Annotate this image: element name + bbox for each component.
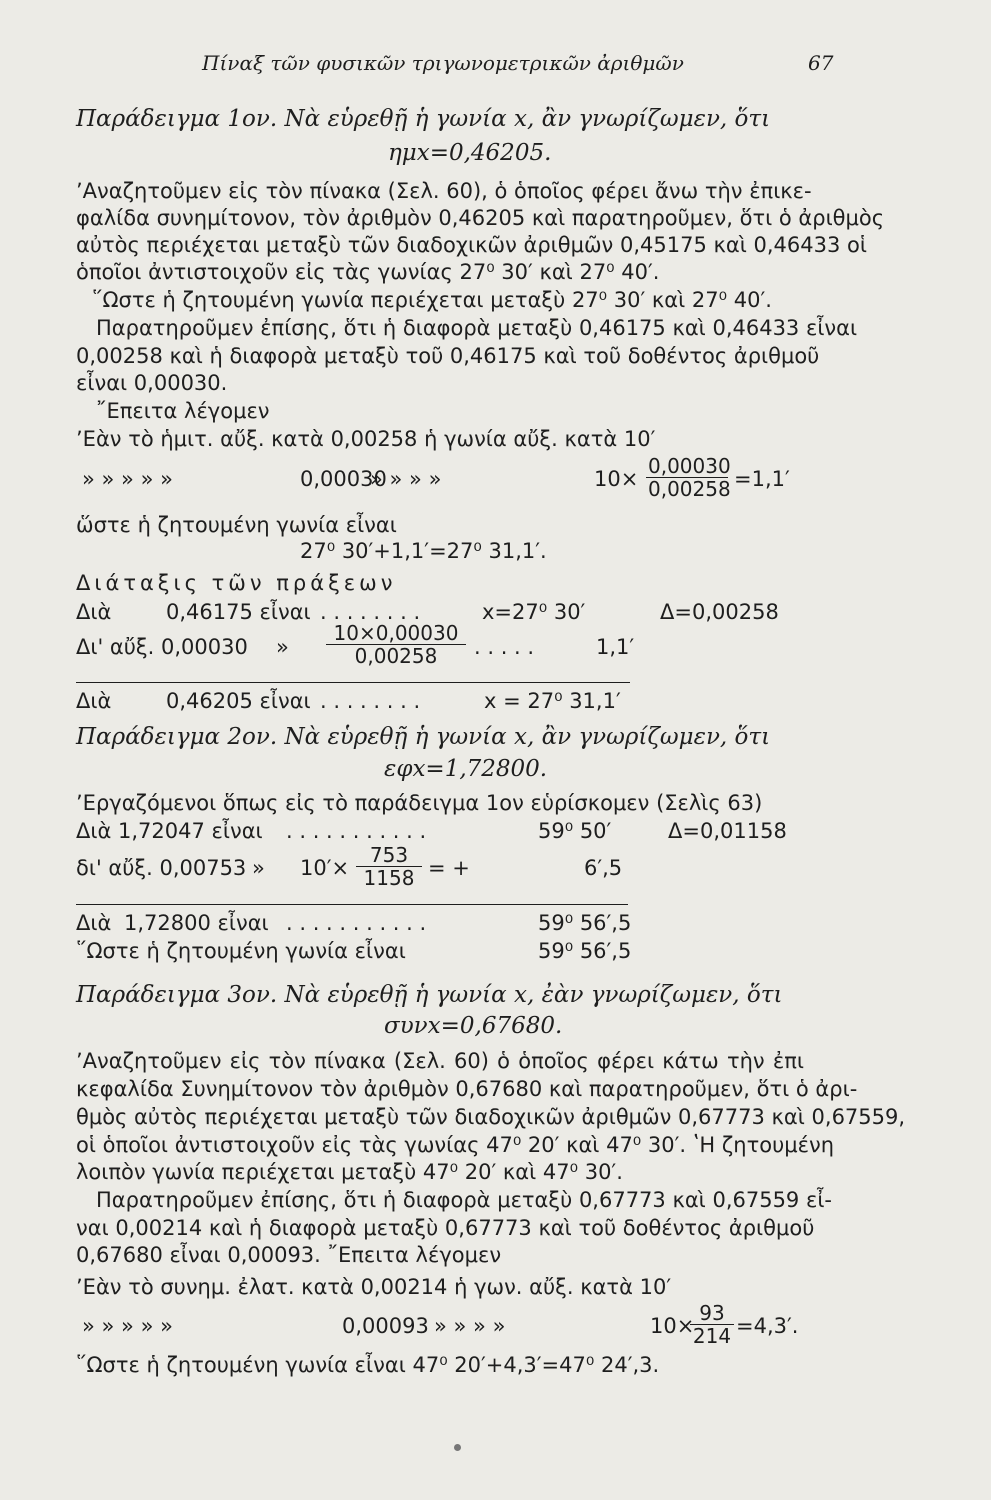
fraction-result: =4,3′. bbox=[736, 1314, 799, 1338]
table-cell: x=27⁰ 30′ bbox=[482, 600, 586, 624]
leader-dots: . . . . . . . . bbox=[320, 689, 421, 713]
ex3-paragraph-line: 0,67680 εἶναι 0,00093. ῎Επειτα λέγομεν bbox=[76, 1243, 502, 1267]
ex1-result-equation: 27⁰ 30′+1,1′=27⁰ 31,1′. bbox=[300, 539, 547, 563]
table-cell: Δ=0,00258 bbox=[660, 600, 779, 624]
ex3-paragraph-line: ναι 0,00214 καὶ ἡ διαφορὰ μεταξὺ 0,67773 καὶ τοῦ δοθέντος ἀριθμοῦ bbox=[76, 1216, 815, 1240]
sum-rule bbox=[76, 682, 630, 683]
table-cell: 1,72800 εἶναι bbox=[124, 911, 269, 935]
leader-dots: . . . . . . . . . . . bbox=[286, 911, 427, 935]
ex3-proportion-line: ʼΕὰν τὸ συνημ. ἐλατ. κατὰ 0,00214 ἡ γων. αὔξ. κατὰ 10′ bbox=[76, 1275, 672, 1299]
table-cell: 0,46205 εἶναι bbox=[166, 689, 311, 713]
ex3-conclusion-line: ῞Ωστε ἡ ζητουμένη γωνία εἶναι 47⁰ 20′+4,3′=47⁰ 24′,3. bbox=[76, 1353, 660, 1377]
page-mark bbox=[454, 1444, 461, 1451]
leader-dots: . . . . . bbox=[474, 635, 535, 659]
ex3-paragraph-line: οἱ ὁποῖοι ἀντιστοιχοῦν εἰς τὰς γωνίας 47⁰ 20′ καὶ 47⁰ 30′. ʽΗ ζητουμένη bbox=[76, 1133, 835, 1157]
ex3-paragraph-line: ʼΑναζητοῦμεν εἰς τὸν πίνακα (Σελ. 60) ὁ ὁποῖος φέρει κάτω τὴν ἐπι bbox=[76, 1049, 804, 1073]
ditto-marks: » » » » » bbox=[82, 467, 173, 491]
ex1-paragraph-line: αὐτὸς περιέχεται μεταξὺ τῶν διαδοχικῶν ἀριθμῶν 0,45175 καὶ 0,46433 οἱ bbox=[76, 233, 867, 257]
fraction-denominator: 214 bbox=[692, 1324, 732, 1348]
ex3-paragraph-line: λοιπὸν γωνία περιέχεται μεταξὺ 47⁰ 20′ καὶ 47⁰ 30′. bbox=[76, 1160, 623, 1184]
fraction-denominator: 1158 bbox=[363, 866, 415, 890]
fraction bbox=[646, 454, 731, 501]
table-cell: 59⁰ 56′,5 bbox=[538, 911, 632, 935]
ex3-paragraph-line: κεφαλίδα Συνημίτονον τὸν ἀριθμὸν 0,67680 καὶ παρατηροῦμεν, ὅτι ὁ ἀρι- bbox=[76, 1077, 858, 1101]
fraction-denominator: 0,00258 bbox=[648, 477, 731, 501]
table-cell: Διὰ bbox=[76, 600, 112, 624]
ditto-marks: » bbox=[276, 635, 289, 659]
ex1-paragraph-line: ʼΑναζητοῦμεν εἰς τὸν πίνακα (Σελ. 60), ὁ ὁποῖος φέρει ἄνω τὴν ἐπικε- bbox=[76, 179, 812, 203]
fraction bbox=[356, 844, 422, 889]
table-cell: 59⁰ 56′,5 bbox=[538, 939, 632, 963]
ex1-result-intro: ὥστε ἡ ζητουμένη γωνία εἶναι bbox=[76, 513, 397, 537]
ditto-marks: » » » » bbox=[370, 467, 442, 491]
ex1-paragraph-line: Παρατηροῦμεν ἐπίσης, ὅτι ἡ διαφορὰ μεταξὺ 0,46175 καὶ 0,46433 εἶναι bbox=[96, 316, 858, 340]
example-1-condition: ημx=0,46205. bbox=[388, 140, 552, 166]
table-cell: 1,1′ bbox=[596, 635, 635, 659]
fraction-numerator: 10×0,00030 bbox=[326, 622, 466, 645]
table-cell: Διὰ bbox=[76, 689, 112, 713]
example-2-condition: εφx=1,72800. bbox=[384, 756, 548, 782]
arrangement-title: Διάταξις τῶν πράξεων bbox=[76, 571, 397, 595]
multiplier: 10× bbox=[594, 467, 639, 491]
multiplier: 10′× bbox=[300, 856, 350, 880]
ditto-value: 0,00030 bbox=[300, 467, 387, 491]
ex3-paragraph-line: θμὸς αὐτὸς περιέχεται μεταξὺ τῶν διαδοχικῶν ἀριθμῶν 0,67773 καὶ 0,67559, bbox=[76, 1105, 906, 1129]
ex1-paragraph-line: φαλίδα συνημίτονον, τὸν ἀριθμὸν 0,46205 καὶ παρατηροῦμεν, ὅτι ὁ ἀριθμὸς bbox=[76, 206, 885, 230]
fraction-result: =1,1′ bbox=[734, 467, 790, 491]
ex1-proportion-line: ʼΕὰν τὸ ἡμιτ. αὔξ. κατὰ 0,00258 ἡ γωνία αὔξ. κατὰ 10′ bbox=[76, 427, 656, 451]
fraction-numerator: 753 bbox=[356, 844, 422, 867]
ex1-paragraph-line: ὁποῖοι ἀντιστοιχοῦν εἰς τὰς γωνίας 27⁰ 30′ καὶ 27⁰ 40′. bbox=[76, 260, 660, 284]
table-cell: 6′,5 bbox=[584, 856, 623, 880]
fraction bbox=[690, 1302, 734, 1347]
ditto-value: 0,00093 bbox=[342, 1314, 429, 1338]
table-cell: Δι' αὔξ. 0,00030 bbox=[76, 635, 248, 659]
table-cell: δι' αὔξ. 0,00753 bbox=[76, 856, 247, 880]
example-2-title: Παράδειγμα 2ον. Νὰ εὑρεθῇ ἡ γωνία x, ἂν γνωρίζωμεν, ὅτι bbox=[76, 724, 771, 750]
multiplier: 10× bbox=[650, 1314, 695, 1338]
leader-dots: . . . . . . . . . . . bbox=[286, 819, 427, 843]
fraction-denominator: 0,00258 bbox=[354, 644, 438, 668]
fraction-numerator: 0,00030 bbox=[648, 454, 731, 478]
ex1-paragraph-line: 0,00258 καὶ ἡ διαφορὰ μεταξὺ τοῦ 0,46175 καὶ τοῦ δοθέντος ἀριθμοῦ bbox=[76, 344, 820, 368]
ditto-marks: » bbox=[252, 856, 265, 880]
table-cell: 0,46175 εἶναι bbox=[166, 600, 311, 624]
table-cell: Δ=0,01158 bbox=[668, 819, 787, 843]
table-cell: 59⁰ 50′ bbox=[538, 819, 612, 843]
leader-dots: . . . . . . . . bbox=[320, 600, 421, 624]
ex2-conclusion-line: ῞Ωστε ἡ ζητουμένη γωνία εἶναι bbox=[76, 939, 406, 963]
ditto-marks: » » » » » bbox=[82, 1314, 173, 1338]
example-3-condition: συνx=0,67680. bbox=[384, 1013, 563, 1039]
running-header: Πίναξ τῶν φυσικῶν τριγωνομετρικῶν ἀριθμῶν bbox=[202, 51, 684, 75]
fraction bbox=[326, 622, 466, 667]
example-3-title: Παράδειγμα 3ον. Νὰ εὑρεθῇ ἡ γωνία x, ἐὰν γνωρίζωμεν, ὅτι bbox=[76, 982, 783, 1008]
ex1-then-we-say: ῎Επειτα λέγομεν bbox=[96, 399, 270, 423]
fraction-result: = + bbox=[428, 856, 470, 880]
fraction-numerator: 93 bbox=[690, 1302, 734, 1325]
example-1-title: Παράδειγμα 1ον. Νὰ εὑρεθῇ ἡ γωνία x, ἂν γνωρίζωμεν, ὅτι bbox=[76, 106, 771, 132]
sum-rule bbox=[76, 904, 628, 905]
table-cell: Διὰ 1,72047 εἶναι bbox=[76, 819, 263, 843]
page-number: 67 bbox=[808, 51, 834, 75]
ex1-conclusion-line: ῞Ωστε ἡ ζητουμένη γωνία περιέχεται μεταξὺ 27⁰ 30′ καὶ 27⁰ 40′. bbox=[92, 288, 772, 312]
table-cell: x = 27⁰ 31,1′ bbox=[484, 689, 621, 713]
ditto-marks: » » » » bbox=[434, 1314, 506, 1338]
ex3-paragraph-line: Παρατηροῦμεν ἐπίσης, ὅτι ἡ διαφορὰ μεταξὺ 0,67773 καὶ 0,67559 εἶ- bbox=[96, 1188, 833, 1212]
ex2-paragraph-line: ʼΕργαζόμενοι ὅπως εἰς τὸ παράδειγμα 1ον εὑρίσκομεν (Σελὶς 63) bbox=[76, 791, 763, 815]
table-cell: Διὰ bbox=[76, 911, 112, 935]
ex1-paragraph-line: εἶναι 0,00030. bbox=[76, 371, 228, 395]
